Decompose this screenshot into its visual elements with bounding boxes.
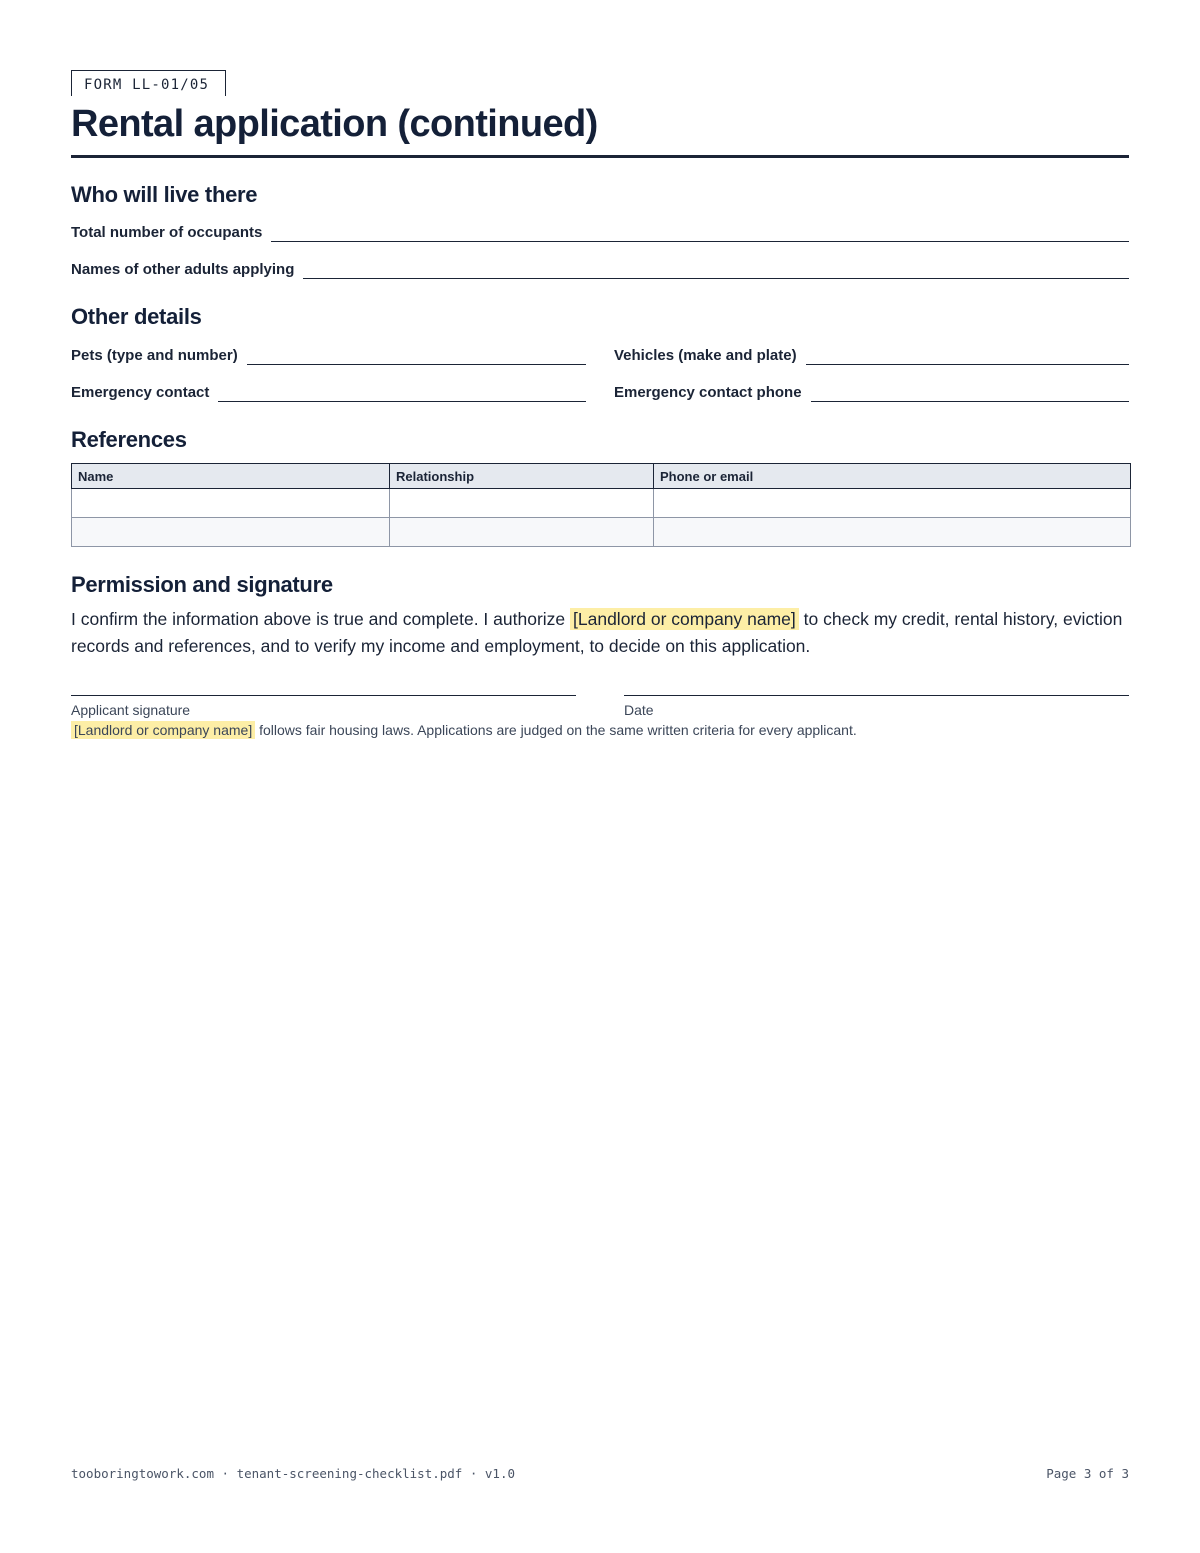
date-line[interactable] <box>624 695 1129 696</box>
pets-input-line[interactable] <box>247 352 586 365</box>
reference-name-cell[interactable] <box>72 518 390 547</box>
reference-relationship-cell[interactable] <box>390 489 654 518</box>
total-occupants-field[interactable] <box>71 224 1129 242</box>
table-row <box>72 489 1131 518</box>
fair-housing-note <box>71 722 857 738</box>
other-adults-label: Names of other adults applying <box>71 261 295 278</box>
table-row <box>72 518 1131 547</box>
vehicles-input-line[interactable] <box>806 352 1129 365</box>
emergency-contact-input-line[interactable] <box>218 389 586 402</box>
section-heading-other-details: Other details <box>71 304 202 329</box>
column-header-contact: Phone or email <box>654 464 1131 489</box>
section-heading-occupants: Who will live there <box>71 182 258 207</box>
fair-housing-text: follows fair housing laws. Applications are judged on the same written criteria for every applicant. <box>255 722 857 738</box>
consent-paragraph <box>71 606 1131 660</box>
references-header-row <box>72 464 1131 489</box>
signature-caption: Applicant signature <box>71 702 191 718</box>
vehicles-field[interactable] <box>614 347 1129 365</box>
emergency-phone-field[interactable] <box>614 384 1129 402</box>
column-header-name: Name <box>72 464 390 489</box>
references-table <box>71 463 1131 547</box>
pets-field[interactable] <box>71 347 586 365</box>
consent-text-end: to check my credit, rental history, eviction records and references, and to verify my income and employment, to decide on this application. <box>71 609 1123 656</box>
consent-text-start: I confirm the information above is true and complete. I authorize <box>71 609 571 629</box>
reference-contact-cell[interactable] <box>654 518 1131 547</box>
section-heading-references: References <box>71 427 187 452</box>
reference-contact-cell[interactable] <box>654 489 1131 518</box>
footer-page-number: Page 3 of 3 <box>1046 1466 1129 1481</box>
landlord-name-placeholder: [Landlord or company name] <box>570 608 799 630</box>
column-header-relationship: Relationship <box>390 464 654 489</box>
footer-source: tooboringtowork.com · tenant-screening-checklist.pdf · v1.0 <box>71 1466 516 1481</box>
reference-relationship-cell[interactable] <box>390 518 654 547</box>
signature-line[interactable] <box>71 695 576 696</box>
pets-label: Pets (type and number) <box>71 347 238 364</box>
fair-housing-landlord-placeholder: [Landlord or company name] <box>71 721 255 739</box>
other-adults-field[interactable] <box>71 261 1129 279</box>
form-code-tag: FORM LL-01/05 <box>71 70 226 96</box>
other-adults-input-line[interactable] <box>303 266 1129 279</box>
emergency-phone-label: Emergency contact phone <box>614 384 802 401</box>
section-heading-permission: Permission and signature <box>71 572 333 597</box>
vehicles-label: Vehicles (make and plate) <box>614 347 797 364</box>
page-title: Rental application (continued) <box>71 103 598 145</box>
total-occupants-input-line[interactable] <box>271 229 1129 242</box>
date-caption: Date <box>624 702 654 718</box>
title-divider <box>71 155 1129 158</box>
emergency-contact-field[interactable] <box>71 384 586 402</box>
emergency-contact-label: Emergency contact <box>71 384 210 401</box>
emergency-phone-input-line[interactable] <box>811 389 1129 402</box>
total-occupants-label: Total number of occupants <box>71 224 263 241</box>
reference-name-cell[interactable] <box>72 489 390 518</box>
